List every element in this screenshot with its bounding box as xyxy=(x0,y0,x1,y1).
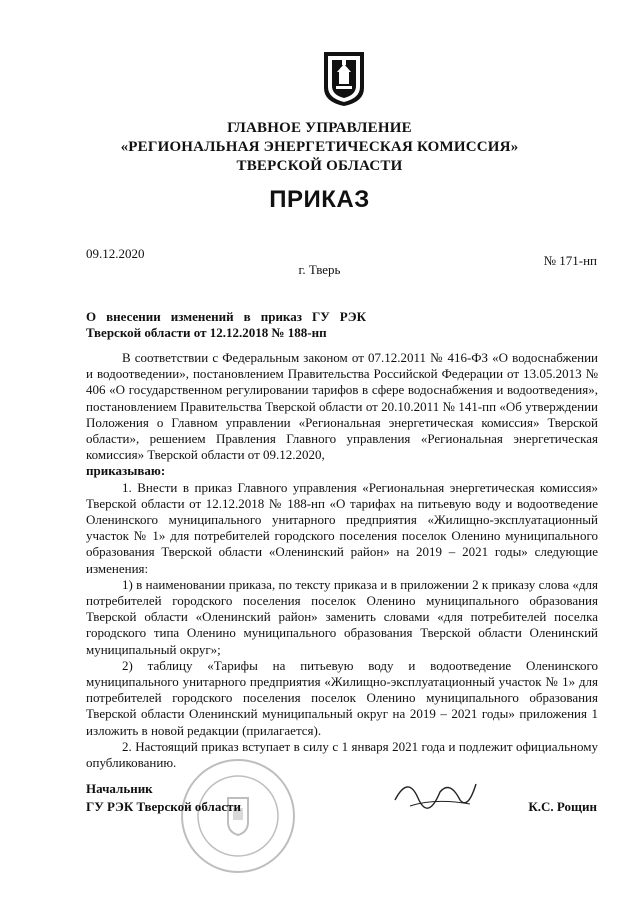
handwritten-signature-icon xyxy=(390,770,480,815)
document-date: 09.12.2020 xyxy=(86,246,145,261)
coat-of-arms-icon xyxy=(322,50,366,108)
paragraph-subitem-2: 2) таблицу «Тарифы на питьевую воду и водоотведение Оленинского муниципального унитарного предприятия «Жилищно-эксплуатационный участок № 1» для потребителей городского поселения поселок Оленино муниципального образования Тверской области Оленинский муниципальный округ на 2019 – 2021 годы» приложения 1 изложить в новой редакции (прилагается). xyxy=(86,657,598,738)
official-stamp-icon xyxy=(178,756,298,876)
paragraph-preamble: В соответствии с Федеральным законом от 07.12.2011 № 416-ФЗ «О водоснабжении и водоотведении», постановлением Правительства Российской Федерации от 13.05.2013 № 406 «О государственном регулировании тарифов в сфере водоснабжения и водоотведения», постановлением Правительства Тверской области от 20.10.2011 № 141-пп «Об утверждении Положения о Главном управлении «Региональная энергетическая комиссия» Тверской области», решением Правления Главного управления «Региональная энергетическая комиссия» Тверской области от 09.12.2020, xyxy=(86,350,598,463)
document-number: № 171-нп xyxy=(543,253,597,268)
paragraph-subitem-1: 1) в наименовании приказа, по тексту приказа и в приложении 2 к приказу слова «для потребителей городского поселения поселок Оленино муниципального образования Тверской области «Оленинский район» заменить словами «для потребителей поселка городского типа Оленино муниципального образования Тверской области Оленинский муниципальный округ»; xyxy=(86,576,598,657)
signatory-role-line-2: ГУ РЭК Тверской области xyxy=(86,799,241,814)
document-title: ПРИКАЗ xyxy=(269,186,370,213)
paragraph-item-2: 2. Настоящий приказ вступает в силу с 1 января 2021 года и подлежит официальному опубликованию. xyxy=(86,738,598,771)
header-line-2: «РЕГИОНАЛЬНАЯ ЭНЕРГЕТИЧЕСКАЯ КОМИССИЯ» xyxy=(120,139,519,155)
paragraph-item-1: 1. Внести в приказ Главного управления «Региональная энергетическая комиссия» Тверской области от 12.12.2018 № 188-нп «О тарифах на питьевую воду и водоотведение Оленинского муниципального унитарного предприятия «Жилищно-эксплуатационный участок № 1» для потребителей городского поселения поселок Оленино муниципального образования Тверской области «Оленинский район» на 2019 – 2021 годы» следующие изменения: xyxy=(86,479,598,576)
document-body xyxy=(86,350,598,771)
document-subject: О внесении изменений в приказ ГУ РЭК Тверской области от 12.12.2018 № 188-нп xyxy=(86,309,366,340)
signatory-name: К.С. Рощин xyxy=(528,799,597,814)
document-city: г. Тверь xyxy=(298,262,341,277)
header-line-3: ТВЕРСКОЙ ОБЛАСТИ xyxy=(236,158,403,174)
header-line-1: ГЛАВНОЕ УПРАВЛЕНИЕ xyxy=(227,120,412,136)
order-word: приказываю: xyxy=(86,463,166,479)
signatory-role-line-1: Начальник xyxy=(86,781,153,796)
